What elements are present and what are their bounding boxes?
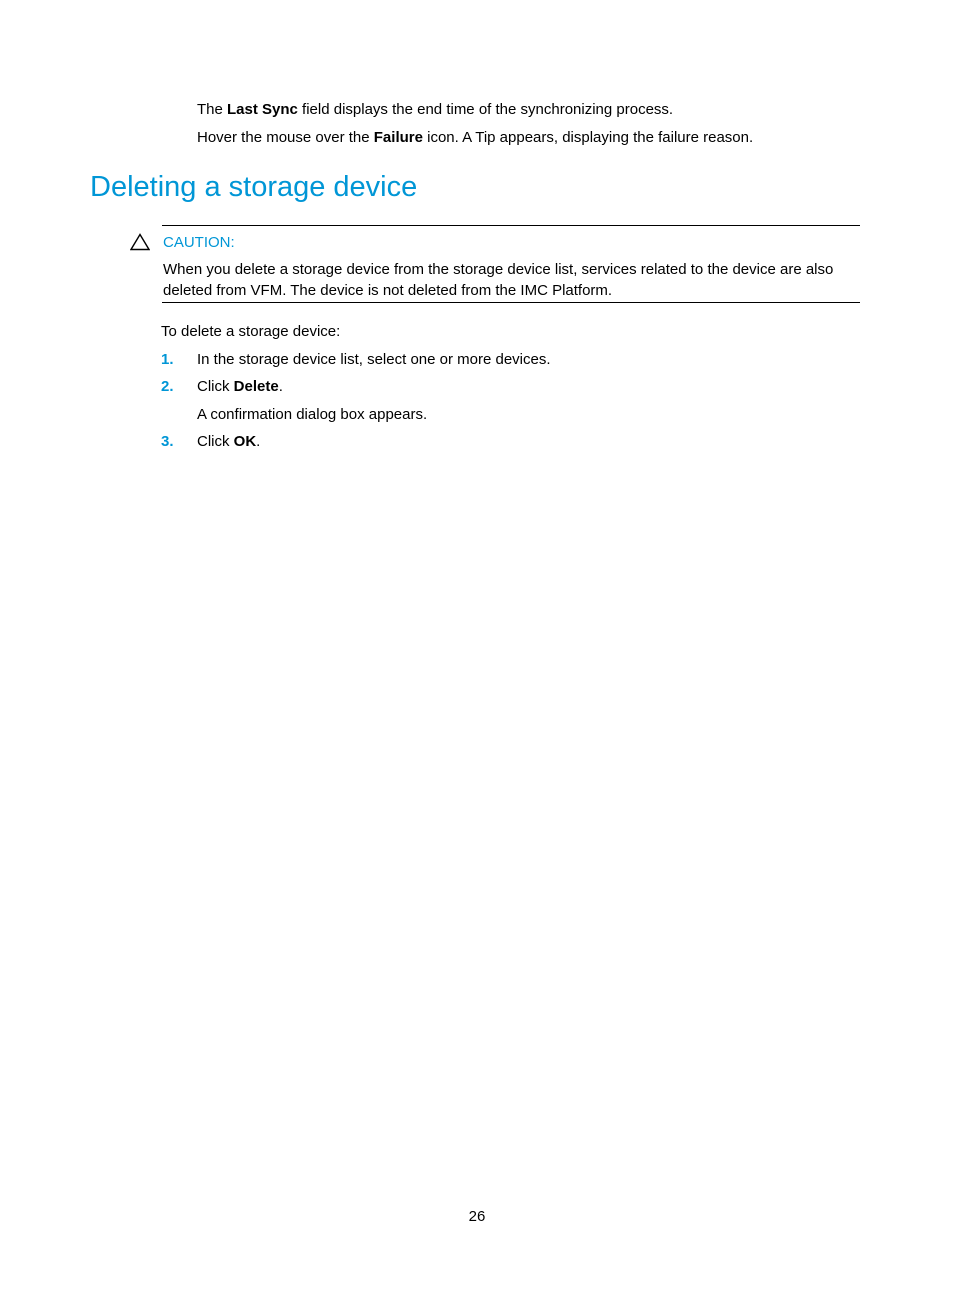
caution-top-rule <box>162 225 860 226</box>
text: . <box>278 378 283 395</box>
caution-bottom-rule <box>162 302 860 303</box>
text: The <box>197 101 228 118</box>
step-2-note: A confirmation dialog box appears. <box>197 406 428 423</box>
procedure-intro: To delete a storage device: <box>161 323 341 340</box>
step-text <box>197 351 551 369</box>
section-heading: Deleting a storage device <box>90 171 418 203</box>
step-number: 1. <box>161 351 174 368</box>
last-sync-paragraph <box>197 101 673 119</box>
caution-text-line-1: When you delete a storage device from the storage device list, services related to the device are also <box>163 261 834 278</box>
warning-triangle-icon <box>130 233 150 251</box>
step-number: 2. <box>161 378 174 395</box>
text: In the storage device list, select one or more devices. <box>197 351 551 368</box>
step-number: 3. <box>161 433 174 450</box>
ok-term: OK <box>233 433 257 450</box>
text: . <box>256 433 261 450</box>
caution-label: CAUTION: <box>163 234 235 251</box>
failure-paragraph <box>197 129 753 147</box>
text: Click <box>197 378 234 395</box>
last-sync-term: Last Sync <box>227 101 298 118</box>
step-text <box>197 433 260 451</box>
page-number: 26 <box>468 1208 486 1225</box>
text: icon. A Tip appears, displaying the failure reason. <box>422 129 754 146</box>
text: Click <box>197 433 234 450</box>
text: Hover the mouse over the <box>197 129 374 146</box>
failure-term: Failure <box>373 129 423 146</box>
step-text <box>197 378 283 396</box>
caution-text-line-2: deleted from VFM. The device is not deleted from the IMC Platform. <box>163 282 613 299</box>
delete-term: Delete <box>233 378 279 395</box>
text: field displays the end time of the synchronizing process. <box>297 101 674 118</box>
